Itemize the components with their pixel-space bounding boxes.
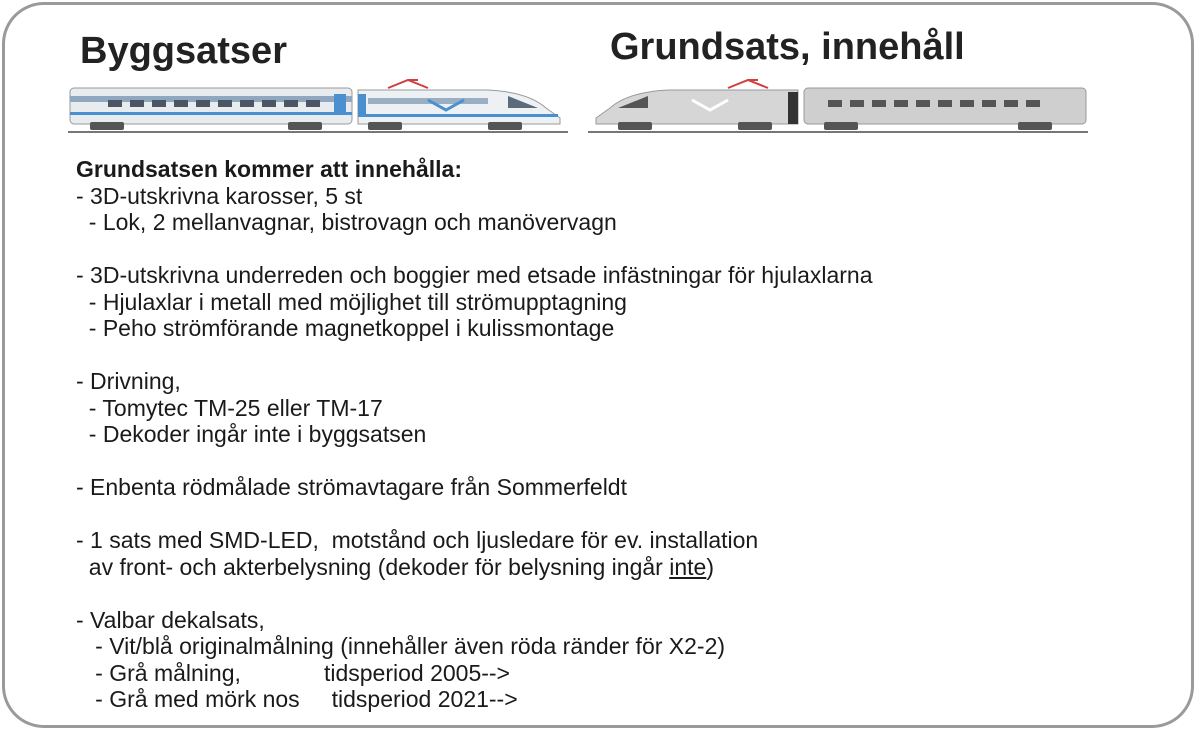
list-subitem: - Grå målning, tidsperiod 2005--> — [76, 659, 510, 686]
train-x2000-blue-image — [68, 78, 568, 136]
blank-line — [76, 236, 1156, 263]
list-subitem: - Vit/blå originalmålning (innehåller även röda ränder för X2-2) — [76, 633, 726, 659]
list-item: - 1 sats med SMD-LED, motstånd och ljusledare för ev. installation — [76, 527, 759, 553]
blank-line — [76, 448, 1156, 475]
blank-line — [76, 342, 1156, 369]
list-subitem: - Peho strömförande magnetkoppel i kulissmontage — [76, 315, 615, 341]
list-item: - Enbenta rödmålade strömavtagare från Sommerfeldt — [76, 474, 627, 500]
text-segment: av front- och akterbelysning (dekoder för belysning ingår — [76, 553, 670, 580]
list-subitem: - Hjulaxlar i metall med möjlighet till strömupptagning — [76, 288, 627, 315]
text-segment: ) — [706, 553, 714, 580]
list-item-continuation — [76, 554, 1156, 581]
blank-line — [76, 580, 1156, 607]
heading-byggsatser: Byggsatser — [80, 30, 287, 72]
blank-line — [76, 501, 1156, 528]
intro-heading: Grundsatsen kommer att innehålla: — [76, 156, 462, 182]
list-subitem: - Grå med mörk nos tidsperiod 2021--> — [76, 686, 518, 712]
list-subitem: - Dekoder ingår inte i byggsatsen — [76, 421, 427, 447]
list-subitem: - Lok, 2 mellanvagnar, bistrovagn och manövervagn — [76, 209, 617, 235]
train-x2000-grey-image — [588, 78, 1088, 136]
list-item: - Drivning, — [76, 368, 181, 394]
list-subitem: - Tomytec TM-25 eller TM-17 — [76, 394, 383, 421]
list-item: - 3D-utskrivna karosser, 5 st — [76, 182, 363, 209]
underlined-text: inte — [669, 553, 707, 580]
list-item: - 3D-utskrivna underreden och boggier med etsade infästningar för hjulaxlarna — [76, 262, 873, 288]
heading-grundsats: Grundsats, innehåll — [610, 26, 965, 68]
kit-contents-list — [76, 156, 1156, 713]
list-item: - Valbar dekalsats, — [76, 606, 265, 633]
